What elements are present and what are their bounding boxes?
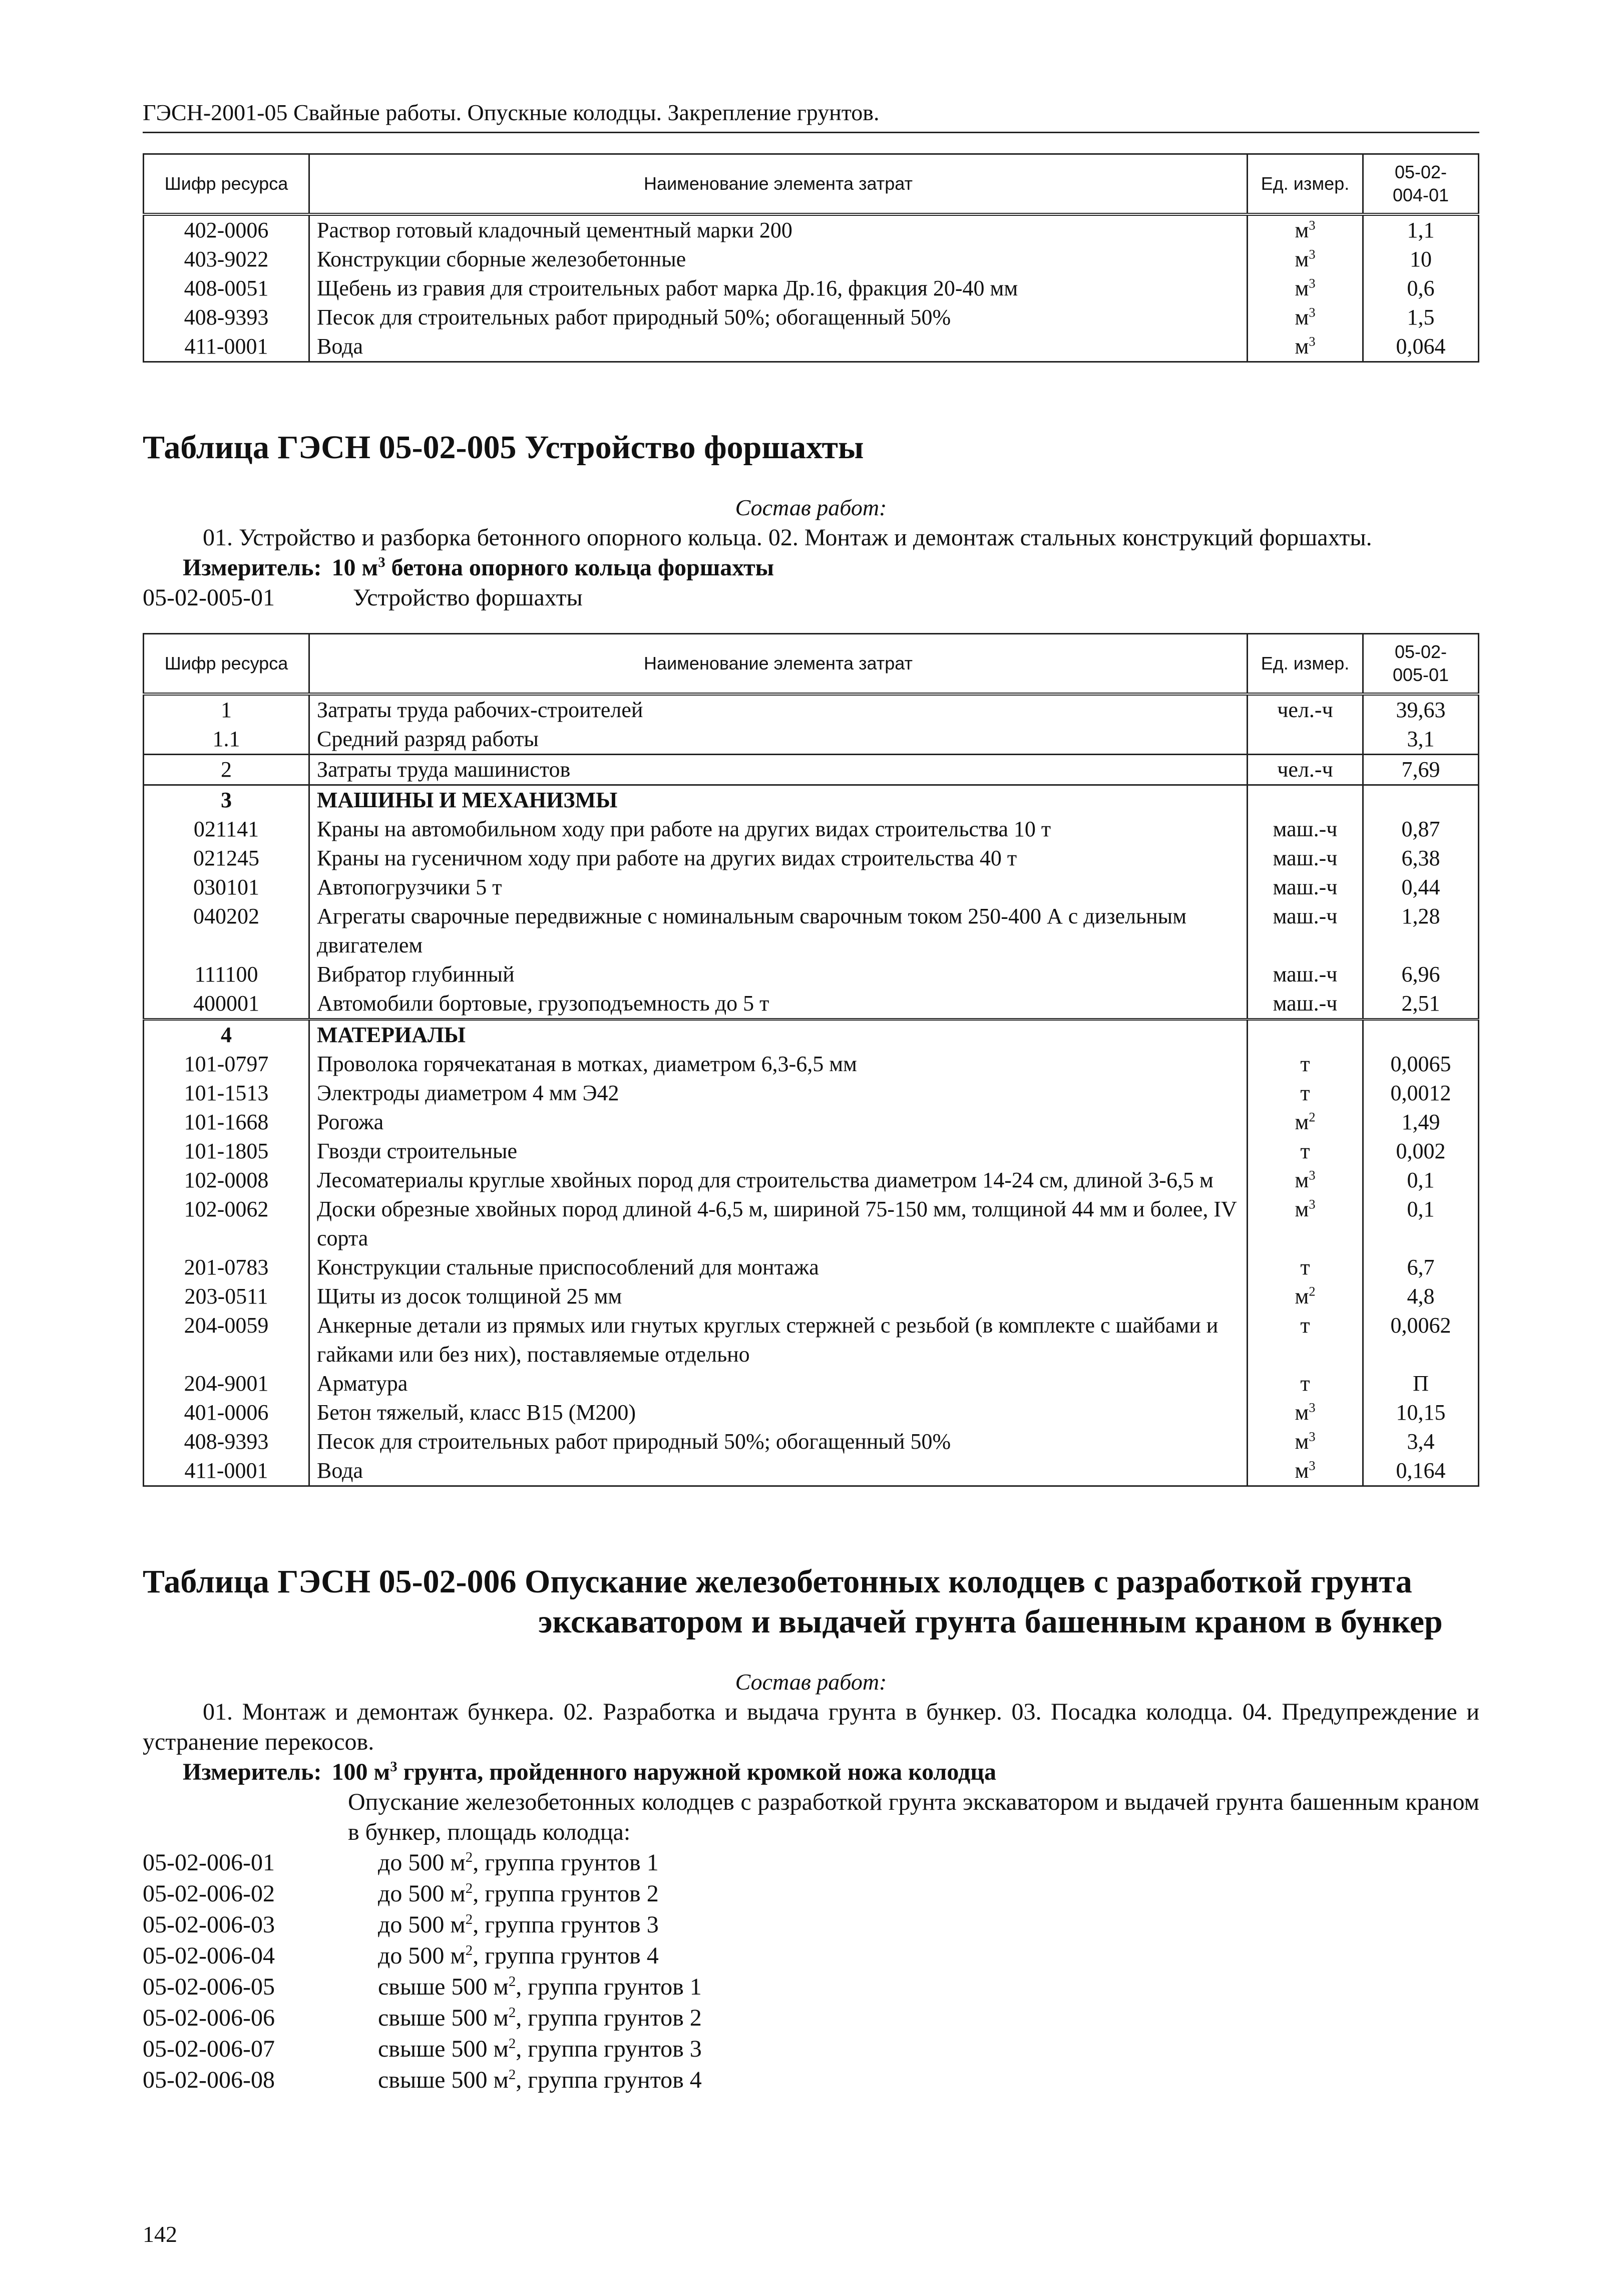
cell-unit	[1248, 785, 1363, 815]
variant-text: свыше 500 $м^2$, группа грунтов 3	[378, 2036, 702, 2062]
table-row	[144, 245, 1479, 274]
cell-name: Электроды диаметром 4 мм Э42	[309, 1079, 1248, 1108]
header-code: Шифр ресурса	[144, 154, 309, 215]
cell-value: 1,1	[1363, 214, 1479, 245]
table-row	[144, 989, 1479, 1020]
cell-name: Краны на автомобильном ходу при работе на других видах строительства 10 т	[309, 815, 1248, 844]
variant-code: 05-02-006-06	[143, 2005, 275, 2031]
variant-text: до 500 $м^2$, группа грунтов 2	[378, 1880, 659, 1907]
cell-value: 0,064	[1363, 332, 1479, 362]
table-row	[144, 815, 1479, 844]
cell-unit: т	[1248, 1311, 1363, 1369]
cell-name: Автопогрузчики 5 т	[309, 873, 1248, 902]
cell-name: Анкерные детали из прямых или гнутых круглых стержней с резьбой (в комплекте с шайбами и гайками или без них), поставляемые отдельно	[309, 1311, 1248, 1369]
cell-value: 0,0062	[1363, 1311, 1479, 1369]
cell-value: 0,164	[1363, 1456, 1479, 1486]
cell-value: 0,44	[1363, 873, 1479, 902]
table-row	[144, 902, 1479, 960]
table-row	[144, 1108, 1479, 1137]
cell-value: 1,5	[1363, 303, 1479, 332]
cell-code: 204-9001	[144, 1369, 309, 1398]
cell-unit: $м^3$	[1248, 1195, 1363, 1253]
norm-variant	[143, 1972, 1479, 2003]
table-row	[144, 214, 1479, 245]
table-row	[144, 1195, 1479, 1253]
cell-value: 0,6	[1363, 274, 1479, 303]
cell-code: 2	[144, 755, 309, 785]
cell-unit: $м^3$	[1248, 214, 1363, 245]
cell-value: 10,15	[1363, 1398, 1479, 1427]
running-head: ГЭСН-2001-05 Свайные работы. Опускные колодцы. Закрепление грунтов.	[143, 100, 880, 125]
table-row	[144, 1456, 1479, 1486]
cell-value: 6,96	[1363, 960, 1479, 989]
cell-unit: маш.-ч	[1248, 844, 1363, 873]
cell-code: 030101	[144, 873, 309, 902]
cell-unit: $м^3$	[1248, 1456, 1363, 1486]
table-row	[144, 694, 1479, 725]
table-row	[144, 332, 1479, 362]
table-row	[144, 274, 1479, 303]
cell-code: 204-0059	[144, 1311, 309, 1369]
cell-unit: $м^3$	[1248, 1166, 1363, 1195]
variant-code: 05-02-006-01	[143, 1849, 275, 1876]
cell-unit	[1248, 725, 1363, 755]
cell-unit: т	[1248, 1050, 1363, 1079]
cell-value: 0,1	[1363, 1166, 1479, 1195]
cell-code: 101-0797	[144, 1050, 309, 1079]
cell-name: Конструкции сборные железобетонные	[309, 245, 1248, 274]
header-value: 05-02- 004-01	[1363, 154, 1479, 215]
cell-name: Щебень из гравия для строительных работ марка Др.16, фракция 20-40 мм	[309, 274, 1248, 303]
norm-variant	[143, 2065, 1479, 2096]
cell-value: 0,0065	[1363, 1050, 1479, 1079]
table-header-row	[144, 634, 1479, 695]
cell-unit: т	[1248, 1253, 1363, 1282]
table-row	[144, 1020, 1479, 1050]
cell-name: Гвозди строительные	[309, 1137, 1248, 1166]
cell-code: 401-0006	[144, 1398, 309, 1427]
variant-text: до 500 $м^2$, группа грунтов 3	[378, 1911, 659, 1938]
norm-description: Опускание железобетонных колодцев с разработкой грунта экскаватором и выдачей грунта башенным краном в бункер, площадь колодца:	[348, 1789, 1479, 1845]
cell-unit: $м^2$	[1248, 1282, 1363, 1311]
page-number: 142	[143, 2221, 177, 2247]
cell-unit: маш.-ч	[1248, 815, 1363, 844]
cell-name: Краны на гусеничном ходу при работе на других видах строительства 40 т	[309, 844, 1248, 873]
cell-code: 403-9022	[144, 245, 309, 274]
header-name: Наименование элемента затрат	[309, 634, 1248, 695]
variant-code: 05-02-006-05	[143, 1974, 275, 2000]
work-composition-label: Состав работ:	[735, 495, 887, 520]
variant-code: 05-02-006-04	[143, 1942, 275, 1969]
cell-code: 040202	[144, 902, 309, 960]
cell-name: Проволока горячекатаная в мотках, диаметром 6,3-6,5 мм	[309, 1050, 1248, 1079]
table-row	[144, 1050, 1479, 1079]
norm-variant	[143, 2003, 1479, 2034]
cell-value: 39,63	[1363, 694, 1479, 725]
header-rule	[143, 132, 1479, 133]
cell-code: 408-9393	[144, 1427, 309, 1456]
cell-code: 102-0008	[144, 1166, 309, 1195]
cell-unit: чел.-ч	[1248, 694, 1363, 725]
cell-code: 411-0001	[144, 1456, 309, 1486]
cell-code: 408-0051	[144, 274, 309, 303]
cell-name: Агрегаты сварочные передвижные с номинальным сварочным током 250-400 А с дизельным двигателем	[309, 902, 1248, 960]
cell-code: 101-1805	[144, 1137, 309, 1166]
table-row	[144, 873, 1479, 902]
variant-code: 05-02-006-07	[143, 2036, 275, 2062]
variant-text: свыше 500 $м^2$, группа грунтов 2	[378, 2005, 702, 2031]
cell-name: Арматура	[309, 1369, 1248, 1398]
cell-code: 101-1513	[144, 1079, 309, 1108]
cell-name: Доски обрезные хвойных пород длиной 4-6,5 м, шириной 75-150 мм, толщиной 44 мм и более, IV сорта	[309, 1195, 1248, 1253]
norm-variant	[143, 1909, 1479, 1940]
cell-unit: маш.-ч	[1248, 873, 1363, 902]
cell-value: 1,28	[1363, 902, 1479, 960]
cell-value: 0,0012	[1363, 1079, 1479, 1108]
cell-unit: т	[1248, 1079, 1363, 1108]
cell-code: 4	[144, 1020, 309, 1050]
cell-name: Рогожа	[309, 1108, 1248, 1137]
norm-row: 05-02-005-01 Устройство форшахты	[143, 584, 583, 611]
cell-name: Затраты труда рабочих-строителей	[309, 694, 1248, 725]
cell-unit: $м^3$	[1248, 274, 1363, 303]
cell-unit: $м^2$	[1248, 1108, 1363, 1137]
cell-unit: $м^3$	[1248, 1427, 1363, 1456]
cell-unit: маш.-ч	[1248, 989, 1363, 1020]
header-unit: Ед. измер.	[1248, 634, 1363, 695]
cell-unit: $м^3$	[1248, 303, 1363, 332]
work-composition-label: Состав работ:	[735, 1669, 887, 1695]
variant-text: свыше 500 $м^2$, группа грунтов 1	[378, 1974, 702, 2000]
table-row	[144, 1282, 1479, 1311]
cell-name: Автомобили бортовые, грузоподъемность до 5 т	[309, 989, 1248, 1020]
cell-value: 6,7	[1363, 1253, 1479, 1282]
cell-code: 1.1	[144, 725, 309, 755]
cell-unit: т	[1248, 1137, 1363, 1166]
cell-value: 0,002	[1363, 1137, 1479, 1166]
cell-unit: $м^3$	[1248, 245, 1363, 274]
cell-value	[1363, 785, 1479, 815]
cell-name: МАШИНЫ И МЕХАНИЗМЫ	[309, 785, 1248, 815]
cell-code: 1	[144, 694, 309, 725]
table-row	[144, 1369, 1479, 1398]
variant-text: свыше 500 $м^2$, группа грунтов 4	[378, 2067, 702, 2093]
cell-unit: т	[1248, 1369, 1363, 1398]
table-row	[144, 1137, 1479, 1166]
cell-value: 10	[1363, 245, 1479, 274]
cell-value: П	[1363, 1369, 1479, 1398]
work-composition-text: 01. Устройство и разборка бетонного опорного кольца. 02. Монтаж и демонтаж стальных конструкций форшахты.	[203, 524, 1372, 551]
variant-code: 05-02-006-02	[143, 1880, 275, 1907]
section-title-006: Таблица ГЭСН 05-02-006 Опускание железобетонных колодцев с разработкой грунта	[143, 1563, 1412, 1600]
table-row	[144, 844, 1479, 873]
variant-text: до 500 $м^2$, группа грунтов 1	[378, 1849, 659, 1876]
cell-code: 411-0001	[144, 332, 309, 362]
cell-code: 400001	[144, 989, 309, 1020]
section-title-005: Таблица ГЭСН 05-02-005 Устройство форшахты	[143, 429, 864, 466]
cell-value: 6,38	[1363, 844, 1479, 873]
cell-value: 0,1	[1363, 1195, 1479, 1253]
norm-variant	[143, 1847, 1479, 1878]
table-row	[144, 1079, 1479, 1108]
cell-name: Песок для строительных работ природный 50%; обогащенный 50%	[309, 1427, 1248, 1456]
cell-unit: $м^3$	[1248, 332, 1363, 362]
table-row	[144, 1311, 1479, 1369]
table-row	[144, 725, 1479, 755]
cell-unit	[1248, 1020, 1363, 1050]
cell-code: 021245	[144, 844, 309, 873]
cell-code: 408-9393	[144, 303, 309, 332]
table-row	[144, 1398, 1479, 1427]
cell-value: 4,8	[1363, 1282, 1479, 1311]
table-row	[144, 960, 1479, 989]
table-row	[144, 755, 1479, 785]
cell-code: 021141	[144, 815, 309, 844]
cell-name: Вибратор глубинный	[309, 960, 1248, 989]
cell-unit: чел.-ч	[1248, 755, 1363, 785]
cell-name: Вода	[309, 332, 1248, 362]
cell-code: 203-0511	[144, 1282, 309, 1311]
cell-unit: маш.-ч	[1248, 960, 1363, 989]
table-row	[144, 1253, 1479, 1282]
cell-value: 2,51	[1363, 989, 1479, 1020]
header-unit: Ед. измер.	[1248, 154, 1363, 215]
norm-variants-list	[143, 1847, 1479, 2096]
cell-value: 3,4	[1363, 1427, 1479, 1456]
cell-unit: маш.-ч	[1248, 902, 1363, 960]
cell-name: Бетон тяжелый, класс В15 (М200)	[309, 1398, 1248, 1427]
cell-code: 101-1668	[144, 1108, 309, 1137]
measure-line: Измеритель: 100 $м^3$ грунта, пройденного наружной кромкой ножа колодца	[183, 1759, 996, 1785]
cell-code: 402-0006	[144, 214, 309, 245]
cell-value: 7,69	[1363, 755, 1479, 785]
variant-code: 05-02-006-08	[143, 2067, 275, 2093]
resource-table-top	[143, 153, 1479, 363]
header-value: 05-02- 005-01	[1363, 634, 1479, 695]
cell-name: Затраты труда машинистов	[309, 755, 1248, 785]
measure-line: Измеритель: 10 $м^3$ бетона опорного кольца форшахты	[183, 554, 774, 581]
cell-unit: $м^3$	[1248, 1398, 1363, 1427]
cell-name: Песок для строительных работ природный 50%; обогащенный 50%	[309, 303, 1248, 332]
cell-value: 0,87	[1363, 815, 1479, 844]
table-row	[144, 1166, 1479, 1195]
resource-table-main	[143, 633, 1479, 1487]
norm-variant	[143, 1940, 1479, 1972]
cell-value: 3,1	[1363, 725, 1479, 755]
cell-name: Лесоматериалы круглые хвойных пород для строительства диаметром 14-24 см, длиной 3-6,5 м	[309, 1166, 1248, 1195]
header-code: Шифр ресурса	[144, 634, 309, 695]
cell-name: Средний разряд работы	[309, 725, 1248, 755]
work-composition-text: 01. Монтаж и демонтаж бункера. 02. Разработка и выдача грунта в бункер. 03. Посадка колодца. 04. Предупреждение и устранение перекосов.	[143, 1699, 1479, 1755]
cell-value	[1363, 1020, 1479, 1050]
cell-code: 201-0783	[144, 1253, 309, 1282]
cell-code: 3	[144, 785, 309, 815]
cell-name: Щиты из досок толщиной 25 мм	[309, 1282, 1248, 1311]
variant-code: 05-02-006-03	[143, 1911, 275, 1938]
cell-code: 111100	[144, 960, 309, 989]
cell-name: Раствор готовый кладочный цементный марки 200	[309, 214, 1248, 245]
cell-value: 1,49	[1363, 1108, 1479, 1137]
variant-text: до 500 $м^2$, группа грунтов 4	[378, 1942, 659, 1969]
table-row	[144, 303, 1479, 332]
norm-variant	[143, 2034, 1479, 2065]
cell-name: Конструкции стальные приспособлений для монтажа	[309, 1253, 1248, 1282]
table-row	[144, 1427, 1479, 1456]
document-page	[143, 98, 1479, 2096]
header-name: Наименование элемента затрат	[309, 154, 1248, 215]
table-row	[144, 785, 1479, 815]
cell-name: МАТЕРИАЛЫ	[309, 1020, 1248, 1050]
section-title-006-cont: экскаватором и выдачей грунта башенным краном в бункер	[538, 1603, 1443, 1640]
cell-code: 102-0062	[144, 1195, 309, 1253]
table-header-row	[144, 154, 1479, 215]
norm-variant	[143, 1878, 1479, 1909]
cell-name: Вода	[309, 1456, 1248, 1486]
